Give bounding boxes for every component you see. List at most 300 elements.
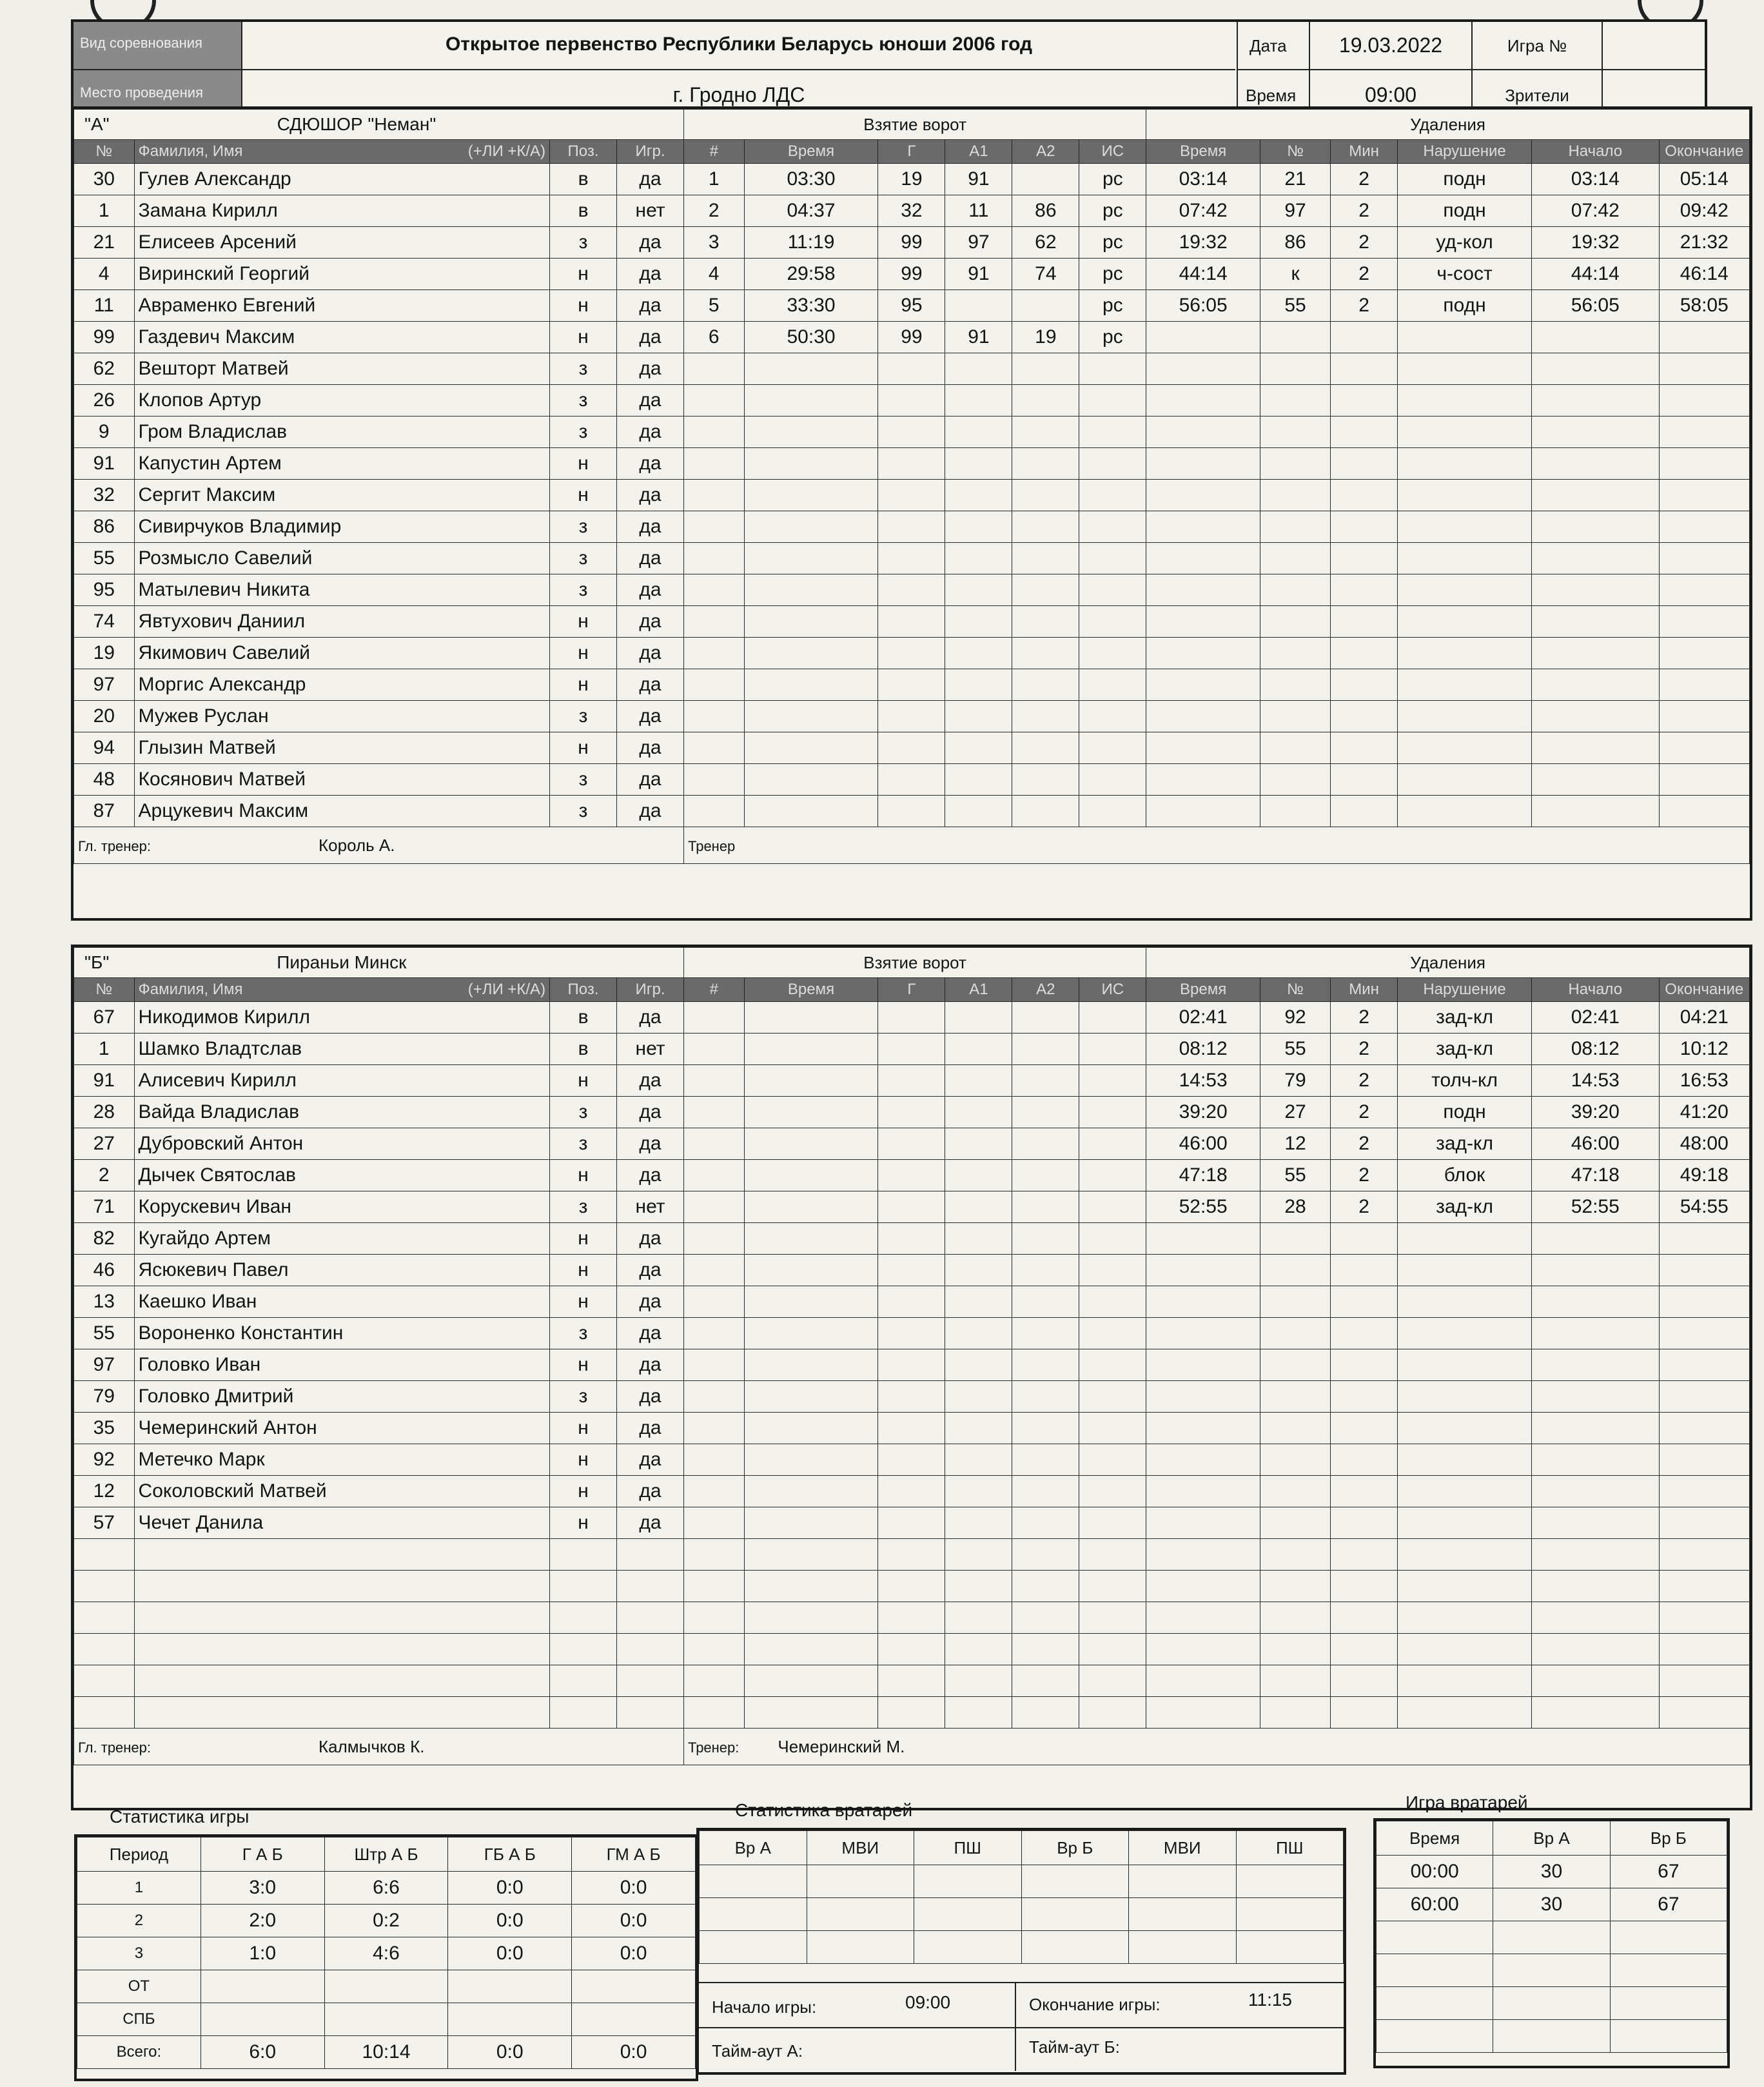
player-name	[134, 543, 550, 574]
player-cell-text: Вороненко Константин	[138, 1322, 344, 1344]
stats-cell	[201, 1905, 324, 1937]
goal-cell	[684, 574, 745, 606]
goal-cell-text: 6	[708, 326, 720, 348]
goal-cell	[683, 1602, 744, 1634]
penalty-cell	[1659, 1191, 1750, 1223]
penalty-cell	[1659, 701, 1750, 732]
penalty-cell	[1398, 1160, 1532, 1191]
player-played	[617, 511, 684, 543]
goal-cell	[1079, 195, 1146, 227]
penalty-cell	[1531, 1665, 1659, 1697]
penalties-section-title: Удаления	[1410, 953, 1485, 972]
penalty-cell	[1659, 1602, 1750, 1634]
goalie-stats-header-text: ПШ	[954, 1837, 982, 1857]
player-number	[74, 1002, 135, 1034]
penalty-cell	[1532, 764, 1660, 796]
penalty-cell-text: 46:00	[1179, 1133, 1228, 1154]
goal-cell-text: рс	[1102, 200, 1123, 221]
penalty-cell	[1260, 1065, 1330, 1097]
player-played	[617, 290, 684, 322]
goal-cell	[1012, 1571, 1079, 1602]
column-header-row	[74, 140, 1750, 164]
player-position	[550, 1034, 617, 1065]
player-cell-text: Сергит Максим	[138, 484, 276, 505]
goal-cell	[1079, 1034, 1146, 1065]
goal-cell	[945, 164, 1012, 195]
goalie-play-header-text: Время	[1409, 1828, 1460, 1848]
penalty-cell	[1146, 1665, 1260, 1697]
goalie-stats-cell	[1236, 1931, 1344, 1964]
goal-cell	[744, 385, 878, 416]
goal-cell	[1079, 1381, 1146, 1413]
penalty-cell	[1260, 480, 1331, 511]
player-played	[617, 1191, 684, 1223]
goal-cell	[945, 1413, 1012, 1444]
penalty-cell	[1260, 638, 1331, 669]
goal-cell-text: 99	[901, 326, 923, 348]
penalty-cell	[1260, 669, 1331, 701]
penalty-cell	[1146, 1634, 1260, 1665]
goal-cell	[744, 1634, 878, 1665]
player-cell-text: 74	[93, 611, 115, 632]
player-position	[550, 1223, 617, 1255]
goalie-play-cell	[1610, 1888, 1727, 1921]
goal-cell	[1079, 1539, 1146, 1571]
penalty-cell	[1260, 322, 1331, 353]
goal-cell	[945, 1507, 1012, 1539]
player-cell-text: Якимович Савелий	[138, 642, 311, 663]
player-number	[74, 1381, 135, 1413]
stats-cell	[572, 1905, 696, 1937]
goal-cell	[945, 1191, 1012, 1223]
penalty-cell-text: подн	[1443, 295, 1486, 316]
goal-cell	[744, 669, 878, 701]
goal-cell-text: 3	[708, 231, 720, 253]
penalty-cell	[1659, 1665, 1750, 1697]
player-cell-text: да	[639, 800, 662, 821]
player-played	[617, 574, 684, 606]
table-row	[74, 701, 1750, 732]
player-position	[550, 164, 617, 195]
penalty-cell	[1398, 701, 1532, 732]
penalty-cell	[1146, 669, 1260, 701]
goal-cell	[945, 480, 1012, 511]
goal-cell-text: 19	[901, 168, 923, 190]
header-name-label: Фамилия, Имя	[138, 142, 243, 160]
player-cell-text: н	[578, 1449, 589, 1470]
goal-cell	[1079, 1286, 1146, 1318]
goal-cell	[744, 1223, 878, 1255]
penalty-cell	[1260, 1381, 1330, 1413]
goalie-stats-cell	[700, 1898, 807, 1931]
goal-cell	[1079, 1349, 1146, 1381]
player-cell-text: н	[578, 453, 589, 474]
stats-cell-text: 6:0	[249, 2041, 277, 2063]
stats-cell-text: 3:0	[249, 1877, 277, 1898]
header-p_end-label: Окончание	[1665, 142, 1744, 160]
penalty-cell-text: зад-кл	[1436, 1038, 1493, 1059]
table-row	[74, 1349, 1750, 1381]
stats-cell	[448, 2036, 572, 2069]
penalty-cell	[1659, 606, 1750, 638]
table-row	[74, 764, 1750, 796]
penalty-cell	[1532, 511, 1660, 543]
table-row	[74, 385, 1750, 416]
penalty-cell	[1398, 732, 1532, 764]
player-name	[134, 1128, 550, 1160]
penalty-cell-text: 12	[1284, 1133, 1306, 1154]
player-position	[550, 1697, 617, 1729]
penalty-cell	[1531, 1349, 1659, 1381]
goal-cell	[683, 1665, 744, 1697]
penalty-cell	[1398, 1634, 1532, 1665]
goal-cell	[878, 353, 945, 385]
header-g_num-label: #	[709, 981, 718, 998]
stats-cell-text: СПБ	[122, 2010, 155, 2028]
player-number	[74, 385, 135, 416]
goal-cell	[945, 1349, 1012, 1381]
player-cell-text: да	[639, 1417, 662, 1438]
player-name	[134, 1444, 550, 1476]
goal-cell	[878, 322, 945, 353]
header-num	[74, 978, 135, 1002]
stats-header-cell	[324, 1837, 448, 1872]
penalty-cell	[1331, 1413, 1398, 1444]
player-cell-text: Чемеринский Антон	[138, 1417, 317, 1438]
goal-cell	[878, 1034, 945, 1065]
head-coach-label: Гл. тренер:	[78, 838, 152, 854]
player-played	[617, 1602, 684, 1634]
penalty-cell	[1331, 1476, 1398, 1507]
penalty-cell-text: уд-кол	[1436, 231, 1493, 253]
penalty-cell	[1146, 1539, 1260, 1571]
penalty-cell	[1146, 1318, 1260, 1349]
goal-cell	[878, 1349, 945, 1381]
stats-cell-text: 1:0	[249, 1943, 277, 1964]
goalie-play-cell	[1493, 1987, 1610, 2020]
player-number	[74, 732, 135, 764]
penalty-cell	[1260, 574, 1331, 606]
player-cell-text: з	[578, 579, 588, 600]
goalie-play-header-text: Вр Б	[1650, 1828, 1687, 1848]
stats-cell	[324, 1872, 448, 1905]
goal-cell	[878, 1286, 945, 1318]
penalty-cell	[1260, 1255, 1330, 1286]
player-name	[134, 606, 550, 638]
table-row	[74, 669, 1750, 701]
goal-cell	[1012, 1128, 1079, 1160]
player-cell-text: Чечет Данила	[138, 1512, 264, 1533]
penalty-cell	[1260, 1318, 1330, 1349]
stats-header-cell	[201, 1837, 324, 1872]
player-name	[134, 1318, 550, 1349]
stats-cell	[572, 1872, 696, 1905]
penalty-cell	[1331, 1128, 1398, 1160]
penalty-cell	[1146, 1128, 1260, 1160]
penalty-cell	[1146, 259, 1260, 290]
goal-cell	[878, 701, 945, 732]
player-number	[74, 1223, 135, 1255]
player-cell-text: 92	[93, 1449, 115, 1470]
stats-cell-text: 2:0	[249, 1910, 277, 1931]
penalty-cell	[1331, 732, 1398, 764]
header-p_min-label: Мин	[1349, 142, 1379, 160]
goal-cell	[1012, 732, 1079, 764]
goalie-stats-cell	[1129, 1931, 1237, 1964]
goal-cell	[945, 385, 1012, 416]
header-p_inf-label: Нарушение	[1423, 981, 1506, 998]
header-p_inf-label: Нарушение	[1423, 142, 1506, 160]
penalty-cell-text: 2	[1358, 1038, 1369, 1059]
penalty-cell	[1398, 764, 1532, 796]
penalty-cell	[1531, 1539, 1659, 1571]
goal-cell	[683, 1539, 744, 1571]
goal-cell	[878, 1191, 945, 1223]
stats-row	[77, 1905, 696, 1937]
goalie-play-box	[1373, 1818, 1730, 2068]
goal-cell	[683, 1349, 744, 1381]
goalie-play-cell-text: 67	[1658, 1861, 1680, 1882]
player-cell-text: Корускевич Иван	[138, 1196, 291, 1217]
penalty-cell	[1531, 1002, 1659, 1034]
penalty-cell	[1531, 1571, 1659, 1602]
table-row	[74, 164, 1750, 195]
penalty-cell	[1260, 385, 1331, 416]
stats-cell	[77, 2003, 201, 2036]
goalie-play-cell	[1493, 1954, 1610, 1987]
penalty-cell	[1398, 1286, 1532, 1318]
player-cell-text: Арцукевич Максим	[138, 800, 309, 821]
penalty-cell	[1331, 764, 1398, 796]
table-row	[74, 1255, 1750, 1286]
player-position	[550, 764, 617, 796]
goal-cell	[1012, 1413, 1079, 1444]
header-name	[134, 140, 550, 164]
goal-cell	[744, 1160, 878, 1191]
goal-cell	[878, 638, 945, 669]
header-p_end-label: Окончание	[1665, 981, 1744, 998]
goal-cell	[744, 796, 878, 827]
goal-cell	[744, 511, 878, 543]
penalty-cell	[1146, 764, 1260, 796]
player-cell-text: да	[639, 389, 662, 411]
penalty-cell	[1532, 227, 1660, 259]
player-position	[550, 796, 617, 827]
time-value: 09:00	[1364, 83, 1417, 106]
penalty-cell-text: 2	[1358, 1101, 1369, 1122]
goal-cell	[945, 1255, 1012, 1286]
goal-cell	[1012, 796, 1079, 827]
penalty-cell-text: 07:42	[1179, 200, 1228, 221]
player-name	[134, 1002, 550, 1034]
penalty-cell	[1146, 1255, 1260, 1286]
stats-cell-text: 0:2	[373, 1910, 400, 1931]
table-row	[74, 1191, 1750, 1223]
player-cell-text: Моргис Александр	[138, 674, 306, 695]
goal-cell-text: 99	[901, 263, 923, 284]
penalty-cell	[1260, 606, 1331, 638]
player-position	[550, 416, 617, 448]
penalty-cell-text: 46:00	[1571, 1133, 1620, 1154]
player-number	[74, 701, 135, 732]
player-cell-text: з	[578, 769, 588, 790]
penalty-cell-text: 10:12	[1680, 1038, 1729, 1059]
player-played	[617, 1318, 684, 1349]
header-pos	[550, 140, 617, 164]
player-position	[550, 1318, 617, 1349]
penalty-cell-text: 2	[1358, 295, 1369, 316]
player-cell-text: 11	[93, 295, 114, 316]
goal-cell	[878, 732, 945, 764]
penalty-cell	[1398, 1349, 1532, 1381]
goal-cell	[945, 764, 1012, 796]
goal-cell	[878, 1381, 945, 1413]
goalie-play-header-cell	[1377, 1821, 1493, 1856]
goal-cell	[684, 732, 745, 764]
goal-cell-text: 04:37	[787, 200, 836, 221]
goal-cell	[1012, 1444, 1079, 1476]
goal-cell-text: 99	[901, 231, 923, 253]
player-played	[617, 543, 684, 574]
goalie-stats-header-row	[700, 1831, 1344, 1865]
goal-cell	[878, 290, 945, 322]
stats-header-row	[77, 1837, 696, 1872]
penalty-cell	[1398, 416, 1532, 448]
player-cell-text: 71	[93, 1196, 115, 1217]
player-name	[134, 669, 550, 701]
player-cell-text: 27	[93, 1133, 115, 1154]
penalty-cell	[1146, 1223, 1260, 1255]
goal-cell	[744, 195, 878, 227]
goal-cell	[684, 638, 745, 669]
player-position	[550, 1349, 617, 1381]
penalty-cell	[1531, 1034, 1659, 1065]
stats-row	[77, 2036, 696, 2069]
player-name	[134, 1507, 550, 1539]
goal-cell-text: 1	[708, 168, 720, 190]
player-cell-text: да	[639, 168, 662, 190]
player-cell-text: Головко Дмитрий	[138, 1386, 294, 1407]
penalty-cell	[1260, 448, 1331, 480]
penalty-cell	[1398, 1097, 1532, 1128]
player-cell-text: н	[578, 326, 589, 348]
goal-cell	[945, 195, 1012, 227]
penalty-cell	[1331, 1697, 1398, 1729]
penalty-cell-text: 47:18	[1571, 1164, 1620, 1186]
header-g_is-label: ИС	[1101, 981, 1124, 998]
goalie-stats-cell	[1021, 1931, 1129, 1964]
goalie-stats-cell	[1021, 1898, 1129, 1931]
player-number	[74, 1476, 135, 1507]
penalty-cell	[1398, 448, 1532, 480]
goal-cell	[744, 1381, 878, 1413]
goal-cell	[878, 1097, 945, 1128]
player-played	[617, 385, 684, 416]
player-played	[617, 1065, 684, 1097]
penalty-cell-text: 02:41	[1571, 1006, 1620, 1028]
goal-cell	[744, 1476, 878, 1507]
penalty-cell	[1331, 1318, 1398, 1349]
player-name	[134, 1413, 550, 1444]
goalie-stats-cell	[807, 1865, 914, 1898]
header-g_is	[1079, 978, 1146, 1002]
penalty-cell	[1398, 1507, 1532, 1539]
goal-cell	[945, 322, 1012, 353]
header-p_start	[1531, 978, 1659, 1002]
penalty-cell	[1398, 1034, 1532, 1065]
goal-cell	[945, 701, 1012, 732]
table-row	[74, 1160, 1750, 1191]
player-cell-text: 12	[93, 1480, 115, 1502]
player-name	[134, 385, 550, 416]
player-cell-text: н	[578, 737, 589, 758]
coach-row	[74, 1729, 1750, 1765]
goal-cell	[1079, 448, 1146, 480]
penalty-cell-text: 2	[1358, 1133, 1369, 1154]
goalie-stats-cell	[1021, 1865, 1129, 1898]
header-g_a2-label: А2	[1036, 981, 1055, 998]
player-cell-text: н	[578, 263, 589, 284]
penalty-cell	[1532, 732, 1660, 764]
goalie-play-cell	[1610, 2020, 1727, 2053]
goal-cell	[1012, 701, 1079, 732]
player-number	[74, 1697, 135, 1729]
player-cell-text: 13	[93, 1291, 115, 1312]
goal-cell	[1079, 1413, 1146, 1444]
player-cell-text: Кугайдо Артем	[138, 1228, 271, 1249]
player-cell-text: да	[639, 1291, 662, 1312]
stats-cell-text: 2	[134, 1912, 144, 1929]
venue-label: Место проведения	[80, 84, 203, 101]
penalty-cell	[1331, 1160, 1398, 1191]
player-name	[134, 259, 550, 290]
goal-cell	[1079, 1318, 1146, 1349]
goal-cell	[1079, 290, 1146, 322]
penalty-cell	[1532, 290, 1660, 322]
penalty-cell	[1260, 1160, 1330, 1191]
stats-cell-text: Всего:	[116, 2043, 162, 2061]
player-cell-text: в	[578, 168, 589, 190]
penalty-cell	[1659, 416, 1750, 448]
goals-title-cell	[684, 110, 1146, 140]
goal-cell	[1012, 1255, 1079, 1286]
penalty-cell	[1531, 1191, 1659, 1223]
goalie-play-cell	[1377, 1954, 1493, 1987]
goalie-play-cell	[1377, 1856, 1493, 1888]
player-number	[74, 227, 135, 259]
player-cell-text: 94	[93, 737, 115, 758]
penalty-cell	[1331, 259, 1398, 290]
player-played	[617, 764, 684, 796]
penalty-cell	[1146, 480, 1260, 511]
player-position	[550, 353, 617, 385]
goal-cell	[1079, 638, 1146, 669]
player-position	[550, 1065, 617, 1097]
goal-cell	[684, 227, 745, 259]
goal-cell	[744, 322, 878, 353]
header-num-label: №	[95, 142, 113, 160]
player-cell-text: н	[578, 642, 589, 663]
goal-cell	[945, 1539, 1012, 1571]
goal-cell	[684, 322, 745, 353]
table-row	[74, 290, 1750, 322]
player-played	[617, 606, 684, 638]
goal-cell	[878, 195, 945, 227]
penalty-cell-text: зад-кл	[1436, 1133, 1493, 1154]
penalty-cell	[1146, 606, 1260, 638]
goal-cell	[683, 1223, 744, 1255]
penalty-cell	[1260, 1507, 1330, 1539]
